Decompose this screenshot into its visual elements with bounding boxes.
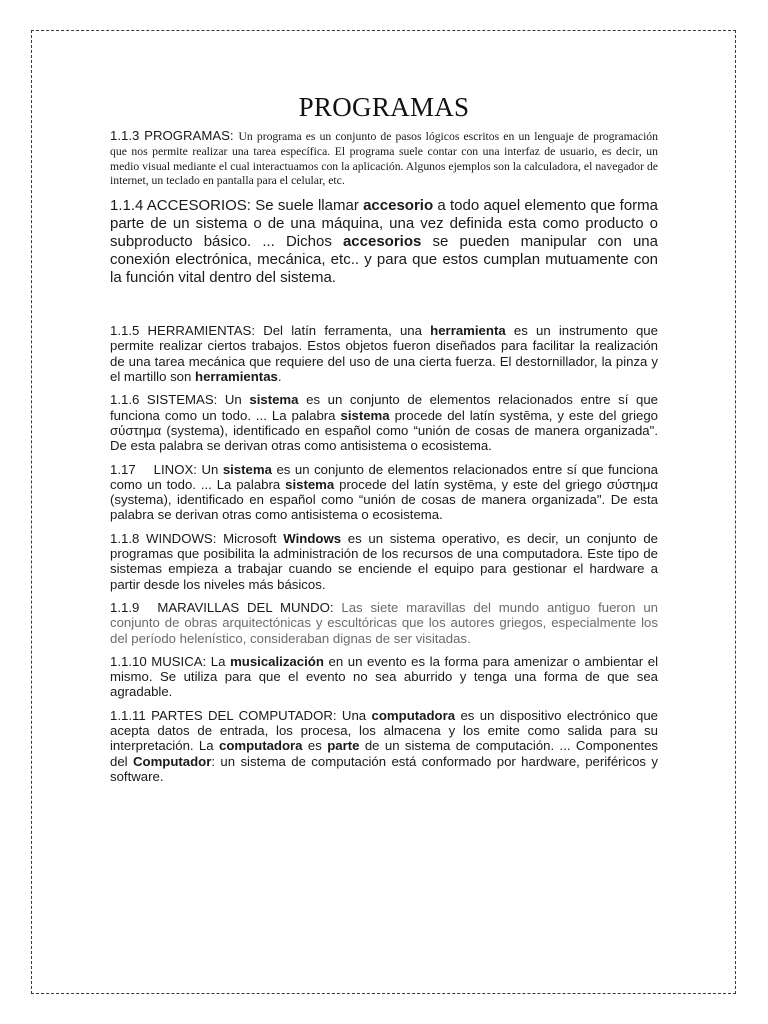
section-text: .	[277, 369, 282, 385]
section-text: de un sistema de computación. ... Componentes del	[110, 738, 658, 769]
bold-term: parte	[327, 738, 360, 754]
bold-term: musicalización	[230, 653, 324, 669]
section-linox	[110, 462, 658, 523]
section-text: Un	[201, 461, 219, 477]
section-text: : un sistema de computación está conformado por hardware, periféricos y software.	[110, 753, 658, 784]
section-sistemas	[110, 392, 658, 453]
page-title: PROGRAMAS	[298, 92, 470, 122]
section-text: procede del latín systēma, y este del griego σύστημα (systema), identificado en español como “unión de cosas de manera organizada". De esta palabra se derivan otras como antisistema o ecosistema.	[110, 407, 659, 454]
bold-term: herramienta	[430, 323, 506, 339]
section-text: Un	[224, 392, 242, 408]
bold-term: Windows	[283, 530, 342, 546]
bold-term: Computador	[132, 753, 212, 769]
section-text: es un conjunto de elementos relacionados entre sí que funciona como un todo. ... La palabra	[110, 461, 658, 492]
bold-term: accesorio	[363, 197, 434, 215]
section-heading: 1.1.4 ACCESORIOS:	[110, 197, 251, 215]
section-windows	[110, 531, 658, 592]
section-text: Se suele llamar	[255, 197, 359, 215]
bold-term: accesorios	[342, 233, 422, 251]
section-text: es un conjunto de elementos relacionados entre sí que funciona como un todo. ... La palabra	[110, 392, 658, 423]
bold-term: computadora	[371, 707, 456, 723]
bold-term: herramientas	[195, 369, 278, 385]
section-heading: 1.1.10 MUSICA:	[110, 653, 207, 669]
section-text: es un sistema operativo, es decir, un conjunto de programas que posibilita la administración de los recursos de una computadora. Este tipo de sistemas empieza a trabajar cuando se enciende el equipo para gestionar el hardware a partir desde los niveles más básicos.	[110, 530, 659, 592]
bold-term: computadora	[218, 738, 303, 754]
section-text: Las siete maravillas del mundo antiguo fueron un conjunto de obras arquitectónicas y escultóricas que los autores griegos, especialmente los del período helenístico, consideraban dignas de ser visitadas.	[110, 599, 658, 646]
section-text: en un evento es la forma para amenizar o ambientar el mismo. Se utiliza para que el evento no sea aburrido y tenga una forma de que sea agradable.	[110, 653, 659, 700]
section-number: 1.17	[110, 461, 136, 477]
bold-term: sistema	[340, 407, 390, 423]
section-text: La	[210, 653, 226, 669]
section-text: es	[307, 738, 322, 754]
section-text: Un programa es un conjunto de pasos lógicos escritos en un lenguaje de programación que nos permite realizar una tarea específica. El programa suele contar con una interfaz de usuario, es decir, un medio visual mediante el cual interactuamos con la aplicación. Algunos ejemplos son la calculadora, el navegador de internet, un teclado en pantalla para el celular, etc.	[110, 130, 658, 188]
section-musica	[110, 654, 658, 700]
section-text: procede del latín systēma, y este del griego σύστημα (systema), identificado en español como “unión de cosas de manera organizada". De esta palabra se derivan otras como antisistema o ecosistema.	[110, 476, 658, 523]
section-herramientas	[110, 323, 658, 384]
section-maravillas	[110, 600, 658, 646]
section-number: 1.1.9	[110, 599, 140, 615]
section-heading: 1.1.11 PARTES DEL COMPUTADOR:	[110, 707, 337, 723]
section-text: a todo aquel elemento que forma parte de un sistema o de una máquina, una vez definida esta como producto o subproducto básico. ... Dichos	[110, 197, 659, 251]
section-heading: 1.1.6 SISTEMAS:	[110, 392, 218, 408]
section-accesorios	[110, 197, 658, 287]
section-heading: 1.1.3 PROGRAMAS:	[110, 128, 234, 143]
document-body	[110, 92, 658, 792]
section-heading: LINOX:	[153, 461, 197, 477]
section-text: Microsoft	[223, 530, 277, 546]
section-text: Una	[341, 707, 367, 723]
section-programas	[110, 129, 658, 188]
bold-term: sistema	[222, 461, 272, 477]
section-heading: 1.1.5 HERRAMIENTAS:	[110, 323, 255, 339]
bold-term: sistema	[285, 476, 335, 492]
section-heading: 1.1.8 WINDOWS:	[110, 530, 217, 546]
section-text: es un dispositivo electrónico que acepta datos de entrada, los procesa, los almacena y los emite como salida para su interpretación. La	[110, 707, 659, 754]
section-text: es un instrumento que permite realizar ciertos trabajos. Estos objetos fueron diseñados para facilitar la realización de una tarea mecánica que requiere del uso de una cierta fuerza. El destornillador, la pinza y el martillo son	[110, 323, 658, 385]
bold-term: sistema	[249, 392, 299, 408]
section-heading: MARAVILLAS DEL MUNDO:	[157, 599, 334, 615]
section-text: se pueden manipular con una conexión electrónica, mecánica, etc.. y para que estos cumplan mutuamente con la función vital dentro del sistema.	[110, 233, 658, 287]
section-partes	[110, 708, 658, 784]
section-text: Del latín ferramenta, una	[263, 323, 422, 339]
